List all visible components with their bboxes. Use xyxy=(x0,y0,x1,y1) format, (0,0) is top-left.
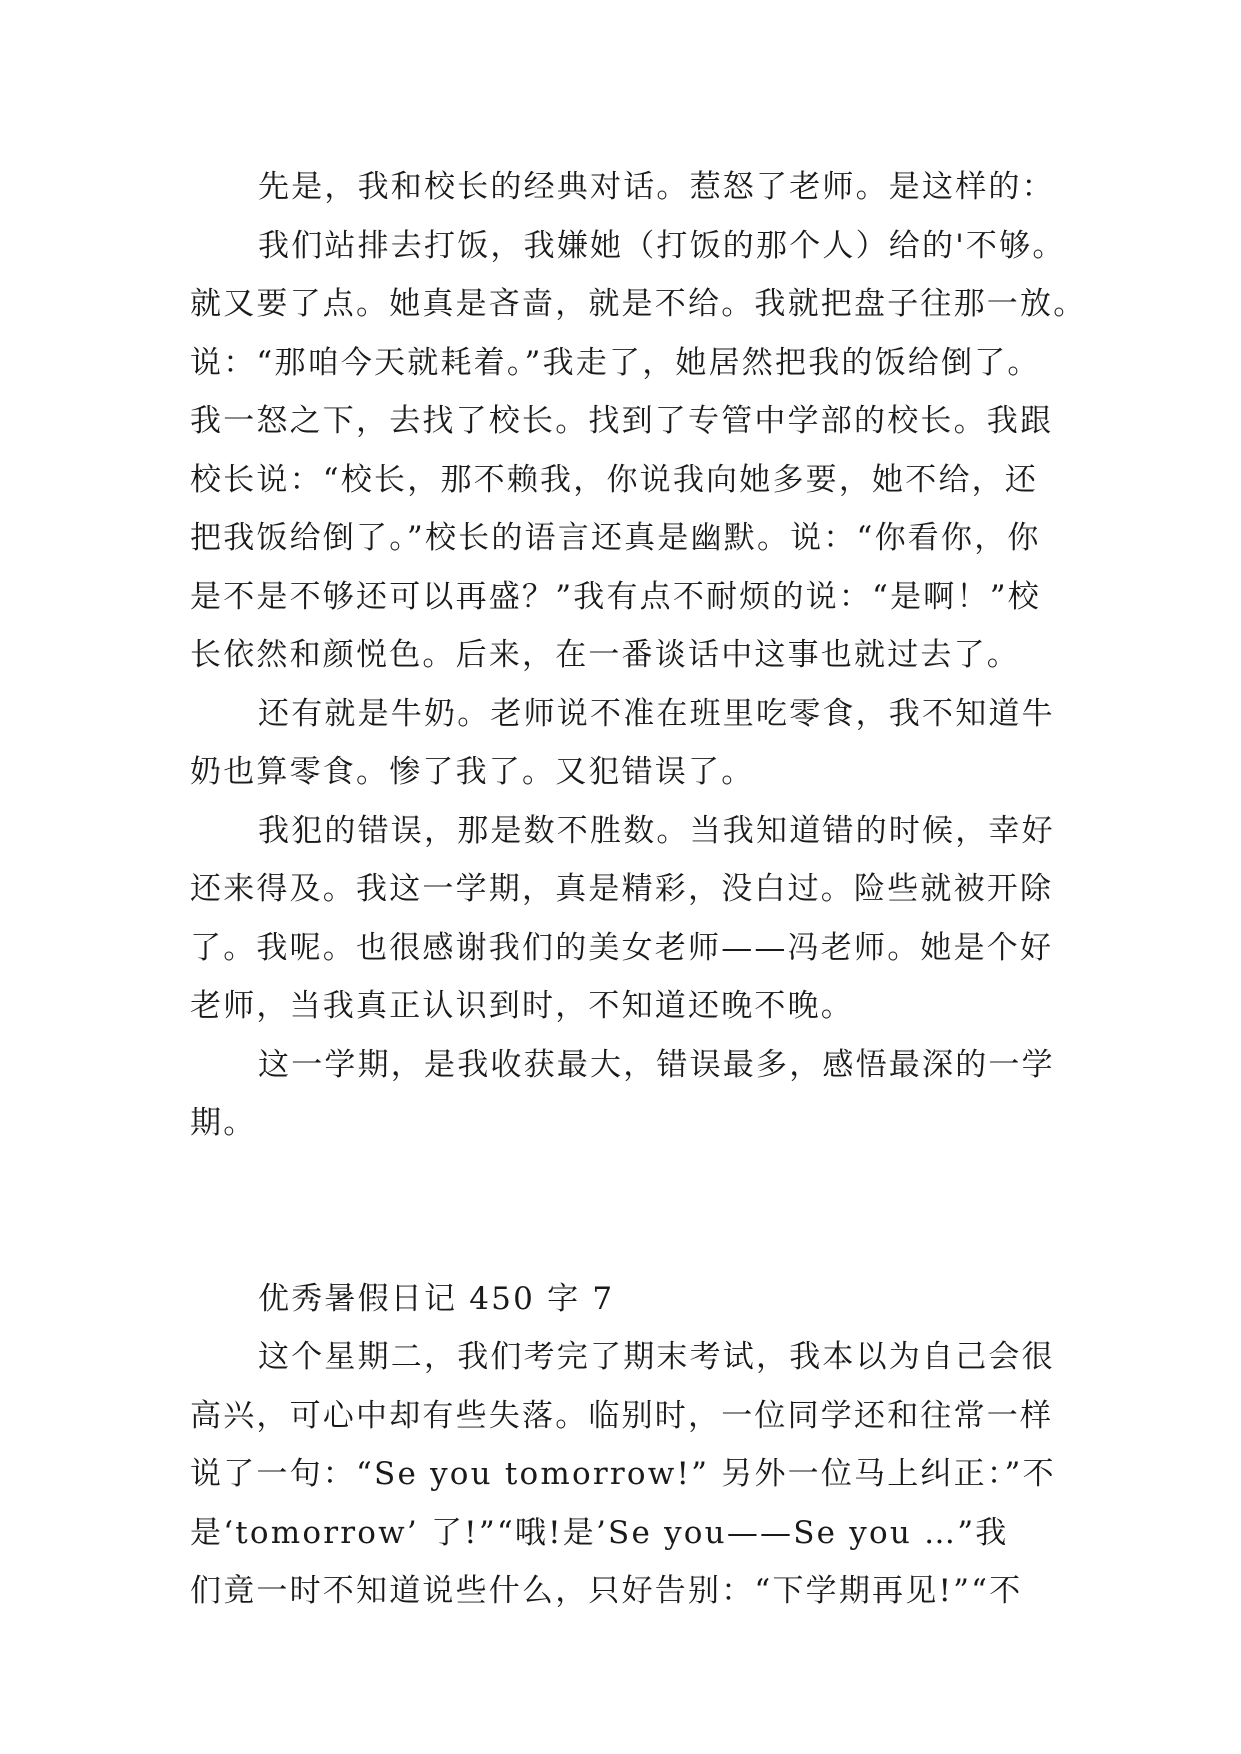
text-line: 奶也算零食。惨了我了。又犯错误了。 xyxy=(190,754,755,790)
text-line: 了。我呢。也很感谢我们的美女老师——冯老师。她是个好 xyxy=(190,929,1054,966)
text-line: 我们站排去打饭，我嫌她（打饭的那个人）给的'不够。 xyxy=(258,227,1066,264)
text-line: 我犯的错误，那是数不胜数。当我知道错的时候，幸好 xyxy=(258,812,1055,849)
text-line: 这一学期，是我收获最大，错误最多，感悟最深的一学 xyxy=(258,1046,1055,1083)
text-line: 把我饭给倒了。”校长的语言还真是幽默。说：“你看你，你 xyxy=(190,520,1041,556)
document-page xyxy=(190,158,1087,1621)
text-line: 老师，当我真正认识到时，不知道还晚不晚。 xyxy=(190,988,854,1024)
text-line: 们竟一时不知道说些什么，只好告别：“下学期再见!”“不 xyxy=(190,1573,1023,1609)
text-line: 说了一句：“Se you tomorrow!” 另外一位马上纠正：”不 xyxy=(190,1456,1056,1492)
text-line: 我一怒之下，去找了校长。找到了专管中学部的校长。我跟 xyxy=(190,403,1054,439)
text-line: 先是，我和校长的经典对话。惹怒了老师。是这样的： xyxy=(258,169,1055,205)
text-line: 这个星期二，我们考完了期末考试，我本以为自己会很 xyxy=(258,1339,1055,1375)
text-line: 说：“那咱今天就耗着。”我走了，她居然把我的饭给倒了。 xyxy=(190,344,1041,381)
text-line: 校长说：“校长，那不赖我，你说我向她多要，她不给，还 xyxy=(190,461,1039,498)
text-line: 是不是不够还可以再盛？”我有点不耐烦的说：“是啊！”校 xyxy=(190,578,1041,615)
text-line: 长依然和颜悦色。后来，在一番谈话中这事也就过去了。 xyxy=(190,637,1020,673)
text-line: 期。 xyxy=(190,1105,257,1141)
text-line: 高兴，可心中却有些失落。临别时，一位同学还和往常一样 xyxy=(190,1397,1054,1434)
section-heading: 优秀暑假日记 450 字 7 xyxy=(258,1280,615,1317)
text-line: 还来得及。我这一学期，真是精彩，没白过。险些就被开除 xyxy=(190,871,1054,907)
text-line: 是‘tomorrow’ 了!”“哦!是’Se you——Se you …”我 xyxy=(190,1514,1009,1551)
text-line: 就又要了点。她真是吝啬，就是不给。我就把盘子往那一放。 xyxy=(190,286,1087,322)
text-line: 还有就是牛奶。老师说不准在班里吃零食，我不知道牛 xyxy=(258,695,1055,732)
section-spacer xyxy=(190,1153,1050,1270)
